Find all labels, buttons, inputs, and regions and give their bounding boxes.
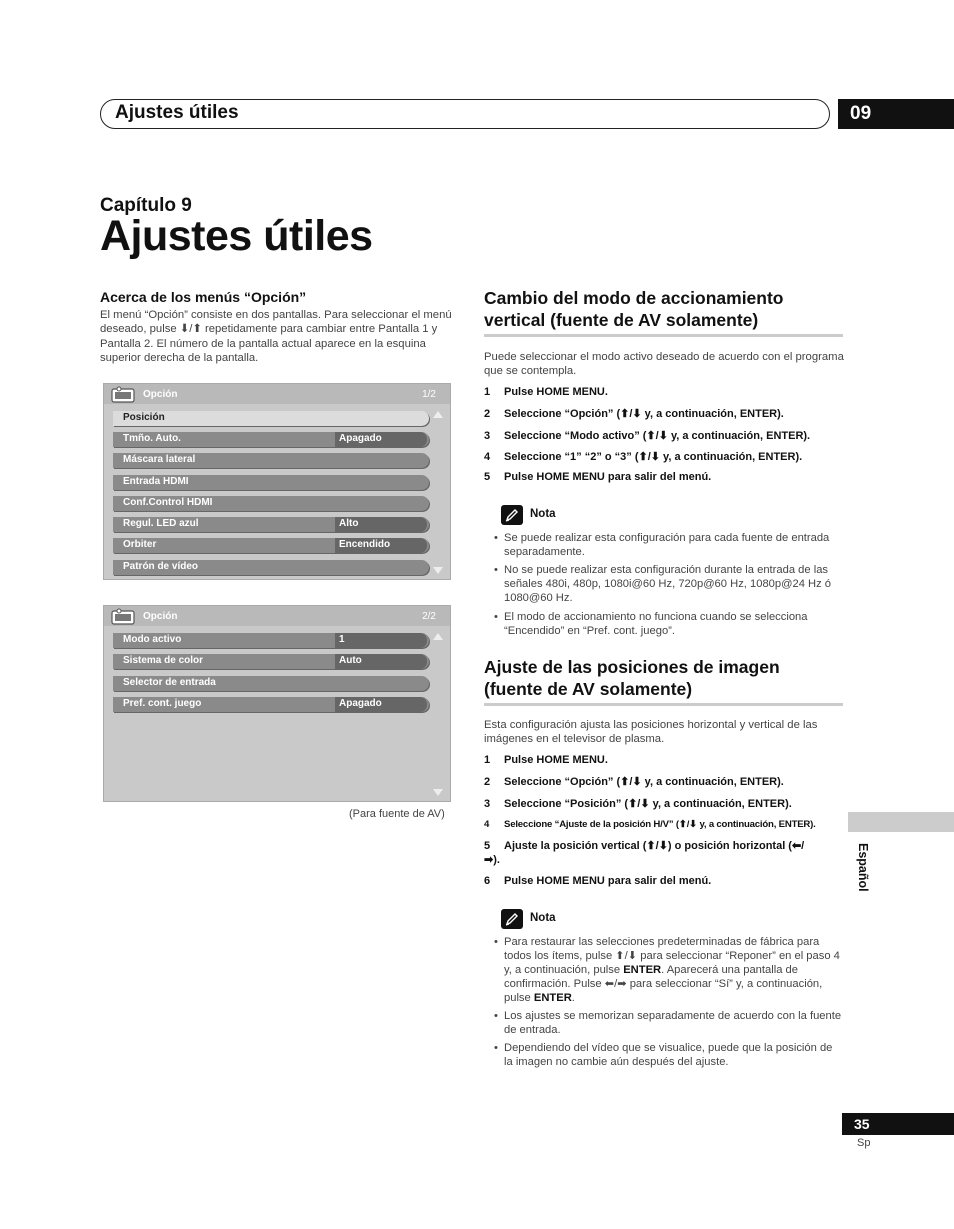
- section2-note-item: • Los ajustes se memorizan separadamente de acuerdo con la fuente de entrada.: [494, 1010, 842, 1036]
- language-tab: [848, 812, 954, 832]
- menu-tv-icon: [110, 608, 138, 626]
- menu-header: [104, 384, 450, 404]
- note-title: Nota: [530, 508, 556, 520]
- menu-row-conf-control-hdmi[interactable]: [113, 496, 429, 511]
- section2-step: 5 Ajuste la posición vertical (⬆/⬇) o posición horizontal (⬅/: [484, 840, 805, 852]
- section2-heading-line2: (fuente de AV solamente): [484, 679, 693, 699]
- menu-row-patron-de-video[interactable]: [113, 560, 429, 575]
- menu-row-label: Entrada HDMI: [123, 476, 189, 487]
- chapter-label: Capítulo 9: [100, 195, 192, 216]
- language-tab-label: Español: [856, 843, 870, 892]
- section1-step: 3 Seleccione “Modo activo” (⬆/⬇ y, a continuación, ENTER).: [484, 430, 811, 442]
- menu-row-label: Orbiter: [123, 539, 157, 550]
- menu-tv-icon: [110, 386, 138, 404]
- page-number: 35: [842, 1113, 954, 1135]
- section2-heading-line1: Ajuste de las posiciones de imagen: [484, 657, 780, 677]
- scroll-down-arrow-icon[interactable]: [433, 789, 443, 796]
- section1-divider: [484, 334, 843, 337]
- section1-note-item: • Se puede realizar esta configuración para cada fuente de entrada separadamente.: [494, 532, 830, 558]
- menu-row-sistema-de-color[interactable]: [113, 654, 429, 669]
- note-pencil-icon: [501, 505, 523, 525]
- menu-row-mascara-lateral[interactable]: [113, 453, 429, 468]
- note-title: Nota: [530, 912, 556, 924]
- section2-step: 6 Pulse HOME MENU para salir del menú.: [484, 875, 712, 887]
- section1-note-item: • El modo de accionamiento no funciona cuando se selecciona “Encendido” en “Pref. cont. juego”.: [494, 611, 808, 637]
- menu-row-entrada-hdmi[interactable]: [113, 475, 429, 490]
- menu-row-value: Alto: [335, 517, 427, 532]
- section2-heading: [484, 656, 844, 700]
- page-language-code: Sp: [857, 1137, 871, 1149]
- menu-row-label: Máscara lateral: [123, 454, 196, 465]
- menu-header: [104, 606, 450, 626]
- menu-row-regul-led-azul[interactable]: [113, 517, 429, 532]
- section1-heading: [484, 287, 844, 331]
- scroll-up-arrow-icon[interactable]: [433, 633, 443, 640]
- section2-step: 2 Seleccione “Opción” (⬆/⬇ y, a continuación, ENTER).: [484, 776, 784, 788]
- menu-page-indicator: 2/2: [422, 611, 436, 622]
- menu-row-label: Conf.Control HDMI: [123, 497, 213, 508]
- menu-title: Opción: [143, 389, 178, 400]
- section2-note-item: • Dependiendo del vídeo que se visualice, puede que la posición de la imagen no cambie aún después del ajuste.: [494, 1042, 833, 1068]
- menu-row-value: 1: [335, 633, 427, 648]
- header-title: Ajustes útiles: [115, 102, 239, 123]
- menu-row-label: Tmño. Auto.: [123, 433, 181, 444]
- menu-caption: (Para fuente de AV): [349, 808, 445, 820]
- section2-divider: [484, 703, 843, 706]
- section1-intro: Puede seleccionar el modo activo deseado de acuerdo con el programa que se contempla.: [484, 351, 844, 377]
- menu-row-label: Posición: [123, 412, 165, 423]
- menu-row-value: Encendido: [335, 538, 427, 553]
- section1-heading-line2: vertical (fuente de AV solamente): [484, 310, 759, 330]
- section1-step: 5 Pulse HOME MENU para salir del menú.: [484, 471, 712, 483]
- menu-row-label: Sistema de color: [123, 655, 204, 666]
- section2-step-continued: ➡).: [484, 854, 500, 866]
- section1-step: 1 Pulse HOME MENU.: [484, 386, 608, 398]
- section1-heading-line1: Cambio del modo de accionamiento: [484, 288, 784, 308]
- menu-row-tmno-auto[interactable]: [113, 432, 429, 447]
- menu-row-value: Auto: [335, 654, 427, 669]
- section2-step: 4 Seleccione “Ajuste de la posición H/V” (⬆/⬇ y, a continuación, ENTER).: [484, 819, 816, 830]
- section2-step: 3 Seleccione “Posición” (⬆/⬇ y, a continuación, ENTER).: [484, 798, 792, 810]
- menu-title: Opción: [143, 611, 178, 622]
- section2-intro: Esta configuración ajusta las posiciones horizontal y vertical de las imágenes en el televisor de plasma.: [484, 719, 818, 745]
- menu-row-selector-de-entrada[interactable]: [113, 676, 429, 691]
- option-menu-screen-1: [103, 383, 451, 580]
- note-pencil-icon: [501, 909, 523, 929]
- menu-row-label: Pref. cont. juego: [123, 698, 202, 709]
- section1-note-item: • No se puede realizar esta configuración durante la entrada de las señales 480i, 480p, 1080i@60 Hz, 720p@60 Hz, 1080p@24 Hz ó 1080@60 Hz.: [494, 564, 832, 604]
- page-title: Ajustes útiles: [100, 212, 373, 260]
- menu-row-label: Patrón de vídeo: [123, 561, 199, 572]
- menu-row-modo-activo[interactable]: [113, 633, 429, 648]
- menu-row-value: Apagado: [335, 697, 427, 712]
- menu-row-label: Selector de entrada: [123, 677, 216, 688]
- left-heading: Acerca de los menús “Opción”: [100, 289, 307, 305]
- scroll-down-arrow-icon[interactable]: [433, 567, 443, 574]
- menu-row-pref-cont-juego[interactable]: [113, 697, 429, 712]
- menu-page-indicator: 1/2: [422, 389, 436, 400]
- section1-step: 4 Seleccione “1” “2” o “3” (⬆/⬇ y, a continuación, ENTER).: [484, 451, 803, 463]
- option-menu-screen-2: [103, 605, 451, 802]
- chapter-number-badge: 09: [838, 99, 954, 129]
- menu-row-orbiter[interactable]: [113, 538, 429, 553]
- section1-step: 2 Seleccione “Opción” (⬆/⬇ y, a continuación, ENTER).: [484, 408, 784, 420]
- menu-row-label: Regul. LED azul: [123, 518, 199, 529]
- section2-step: 1 Pulse HOME MENU.: [484, 754, 608, 766]
- menu-row-value: Apagado: [335, 432, 427, 447]
- menu-row-label: Modo activo: [123, 634, 182, 645]
- menu-row-posicion[interactable]: [113, 411, 429, 426]
- scroll-up-arrow-icon[interactable]: [433, 411, 443, 418]
- left-paragraph: El menú “Opción” consiste en dos pantallas. Para seleccionar el menú deseado, pulse ⬇/⬆ repetidamente para cambiar entre Pantalla 1 y Pantalla 2. El número de la pantalla actual aparece en la esquina superior derecha de la pantalla.: [100, 309, 452, 365]
- section2-note-item: • Para restaurar las selecciones predeterminadas de fábrica para todos los ítems, pulse ⬆/⬇ para seleccionar “Reponer” en el paso 4 y, a continuación, pulse ENTER. Aparecerá una pantalla de confirmación. Pulse ⬅/➡ para seleccionar “Sí” y, a continuación, pulse ENTER.: [494, 936, 840, 1004]
